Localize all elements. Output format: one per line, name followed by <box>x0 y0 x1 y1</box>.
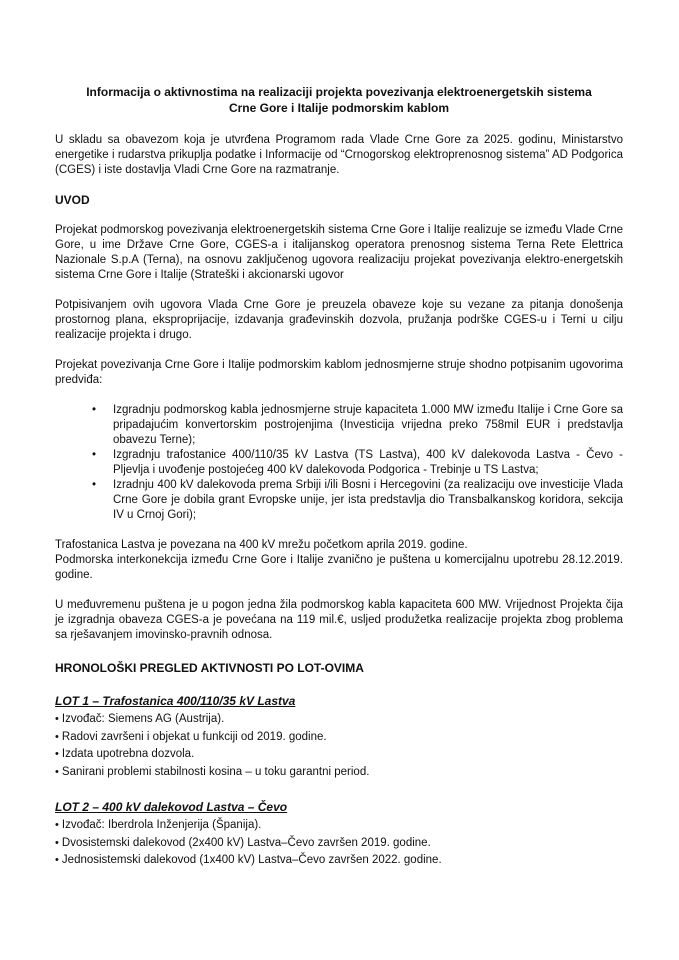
obligations-paragraph: Potpisivanjem ovih ugovora Vlada Crne Gore je preuzela obaveze koje su vezane za pitanja donošenja prostornog plana, eksproprijacije, izdavanja građevinskih dozvola, pružanja podrške CGES-u i Terni u cilju realizacije projekta i drugo. <box>55 299 623 341</box>
plan-intro-paragraph: Projekat povezivanja Crne Gore i Italije podmorskim kablom jednosmjerne struje shodno potpisanim ugovorima predviđa: <box>55 359 623 386</box>
scope-item-substation: • Izgradnju trafostanice 400/110/35 kV Lastva (TS Lastva), 400 kV dalekovoda Lastva - Čevo - Pljevlja i uvođenje postojećeg 400 kV dalekovoda Podgorica - Trebinje u TS Lastva; <box>55 448 623 478</box>
lot-1-section <box>55 694 623 781</box>
chronology-heading: HRONOLOŠKI PREGLED AKTIVNOSTI PO LOT-OVIMA <box>55 661 364 675</box>
uvod-heading: UVOD <box>55 193 90 207</box>
status-block <box>55 538 623 583</box>
scope-item-transmission-line: • Izradnju 400 kV dalekovoda prema Srbiji i/ili Bosni i Hercegovini (za realizaciju ove investicije Vlada Crne Gore je dobila grant Evropske unije, jer ista predstavlja dio Transbalkanskog koridora, sekcija IV u Crnoj Gori); <box>55 478 623 523</box>
status-line-interconnection: Podmorska interkonekcija između Crne Gore i Italije zvanično je puštena u komercijalnu upotrebu 28.12.2019. godine. <box>55 554 623 581</box>
lot-2-list <box>55 817 623 870</box>
lot-2-section <box>55 800 623 870</box>
document-title-line1: Informacija o aktivnostima na realizaciji projekta povezivanja elektroenergetskih sistema <box>86 85 592 99</box>
lot-1-item-permit: • Izdata upotrebna dozvola. <box>55 746 623 764</box>
status-line-lastva: Trafostanica Lastva je povezana na 400 kV mrežu početkom aprila 2019. godine. <box>55 539 468 551</box>
lot-2-item-single-circuit: • Jednosistemski dalekovod (1x400 kV) Lastva–Čevo završen 2022. godine. <box>55 852 623 870</box>
lot-1-list <box>55 711 623 781</box>
lot-2-heading: LOT 2 – 400 kV dalekovod Lastva – Čevo <box>55 800 288 814</box>
scope-item-submarine-cable: • Izgradnju podmorskog kabla jednosmjerne struje kapaciteta 1.000 MW između Italije i Crne Gore sa pripadajućim konvertorskim postrojenjima (Investicija vrijedna preko 758mil EUR i predstavlja obavezu Terne); <box>55 403 623 448</box>
update-paragraph: U međuvremenu puštena je u pogon jedna žila podmorskog kabla kapaciteta 600 MW. Vrijednost Projekta čija je izgradnja obaveza CGES-a je povećana na 119 mil.€, usljed produžetka realizacije projekta zbog problema sa rješavanjem imovinsko-pravnih odnosa. <box>55 599 623 641</box>
lot-1-item-works: • Radovi završeni i objekat u funkciji od 2019. godine. <box>55 729 623 747</box>
document-title-line2: Crne Gore i Italije podmorskim kablom <box>228 101 450 115</box>
lot-1-heading: LOT 1 – Trafostanica 400/110/35 kV Lastva <box>55 694 296 708</box>
lot-2-item-contractor: • Izvođač: Iberdrola Inženjerija (Španija). <box>55 817 623 835</box>
lot-2-item-double-circuit: • Dvosistemski dalekovod (2x400 kV) Lastva–Čevo završen 2019. godine. <box>55 835 623 853</box>
lot-1-item-contractor: • Izvođač: Siemens AG (Austrija). <box>55 711 623 729</box>
project-scope-list <box>55 403 623 523</box>
document-title <box>55 84 623 116</box>
lot-1-item-slopes: • Sanirani problemi stabilnosti kosina – u toku garantni period. <box>55 764 623 782</box>
project-description-paragraph: Projekat podmorskog povezivanja elektroenergetskih sistema Crne Gore i Italije realizuje se između Vlade Crne Gore, u ime Države Crne Gore, CGES-a i italijanskog operatora prenosnog sistema Terna Rete Elettrica Nazionale S.p.A (Terna), na osnovu zaključenog ugovora realizaciju projekat povezivanja elektro-energetskih sistema Crne Gore i Italije (Strateški i akcionarski ugovor <box>55 224 623 281</box>
intro-paragraph: U skladu sa obavezom koja je utvrđena Programom rada Vlade Crne Gore za 2025. godinu, Ministarstvo energetike i rudarstva prikuplja podatke i Informacije od “Crnogorskog elektroprenosnog sistema” AD Podgorica (CGES) i iste dostavlja Vladi Crne Gore na razmatranje. <box>55 134 623 176</box>
